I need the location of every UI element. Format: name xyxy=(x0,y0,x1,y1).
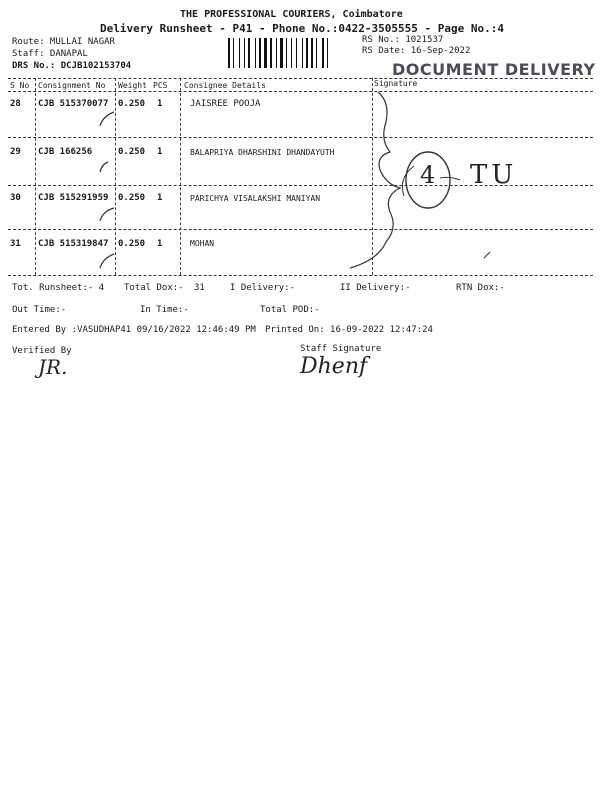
row-pcs: 1 xyxy=(157,99,163,109)
row-consignee: MOHAN xyxy=(190,239,215,248)
tick-mark xyxy=(100,162,108,172)
tick-mark xyxy=(100,254,114,268)
route-label: Route: MULLAI NAGAR xyxy=(12,37,115,47)
i-delivery: I Delivery:- xyxy=(230,283,296,293)
out-time: Out Time:- xyxy=(12,305,67,315)
total-dox-value: 31 xyxy=(194,283,205,293)
handwritten-tu: TU xyxy=(470,160,518,190)
row-pcs: 1 xyxy=(157,193,163,203)
row-weight: 0.250 xyxy=(118,193,146,203)
col-consignee: Consignee Details xyxy=(184,81,266,90)
signature-brace xyxy=(350,92,400,268)
row-weight: 0.250 xyxy=(118,99,146,109)
row-weight: 0.250 xyxy=(118,147,146,157)
row-sno: 31 xyxy=(10,239,21,249)
row-sno: 29 xyxy=(10,147,21,157)
row-consignment: CJB 515370077 xyxy=(38,99,109,109)
staff-label: Staff: DANAPAL xyxy=(12,49,88,59)
total-runsheet: Tot. Runsheet:- 4 xyxy=(12,283,105,293)
row-consignment: CJB 515291959 xyxy=(38,193,109,203)
col-pcs: PCS xyxy=(153,81,168,90)
tick-mark xyxy=(100,112,114,126)
row-pcs: 1 xyxy=(157,239,163,249)
total-pod: Total POD:- xyxy=(260,305,320,315)
col-weight: Weight xyxy=(118,81,147,90)
verified-initials: JR. xyxy=(38,355,68,379)
row-pcs: 1 xyxy=(157,147,163,157)
in-time: In Time:- xyxy=(140,305,189,315)
row-sno: 30 xyxy=(10,193,21,203)
col-consignment: Consignment No xyxy=(38,81,106,90)
col-sno: S No xyxy=(10,81,30,90)
runsheet-subtitle: Delivery Runsheet - P41 - Phone No.:0422-3505555 - Page No.:4 xyxy=(100,22,504,35)
row-consignment: CJB 515319847 xyxy=(38,239,109,249)
row-weight: 0.250 xyxy=(118,239,146,249)
document-delivery-stamp: DOCUMENT DELIVERY xyxy=(392,60,596,79)
row-consignee: BALAPRIYA DHARSHINI DHANDAYUTH xyxy=(190,148,335,157)
row-consignee: PARICHYA VISALAKSHI MANIYAN xyxy=(190,194,321,203)
courier-title: THE PROFESSIONAL COURIERS, Coimbatore xyxy=(180,9,403,20)
row-sno: 28 xyxy=(10,99,21,109)
verified-by-label: Verified By xyxy=(12,346,72,356)
circled-number: 4 xyxy=(420,161,436,189)
row-consignee: JAISREE POOJA xyxy=(190,99,261,109)
drs-number: DRS No.: DCJB102153704 xyxy=(12,61,132,71)
col-signature: Signature xyxy=(374,79,418,88)
staff-signature: Dhenf xyxy=(300,354,368,379)
total-dox-label: Total Dox:- xyxy=(124,283,184,293)
printed-on: Printed On: 16-09-2022 12:47:24 xyxy=(265,325,433,335)
entered-by: Entered By :VASUDHAP41 09/16/2022 12:46:49 PM xyxy=(12,325,256,335)
row-consignment: CJB 166256 xyxy=(38,147,93,157)
rtn-dox: RTN Dox:- xyxy=(456,283,505,293)
ii-delivery: II Delivery:- xyxy=(340,283,411,293)
tick-mark xyxy=(100,208,114,221)
rs-number: RS No.: 1021537 xyxy=(362,35,444,45)
staff-signature-label: Staff Signature xyxy=(300,344,382,354)
rs-date: RS Date: 16-Sep-2022 xyxy=(362,46,471,56)
tick-mark xyxy=(484,252,490,258)
